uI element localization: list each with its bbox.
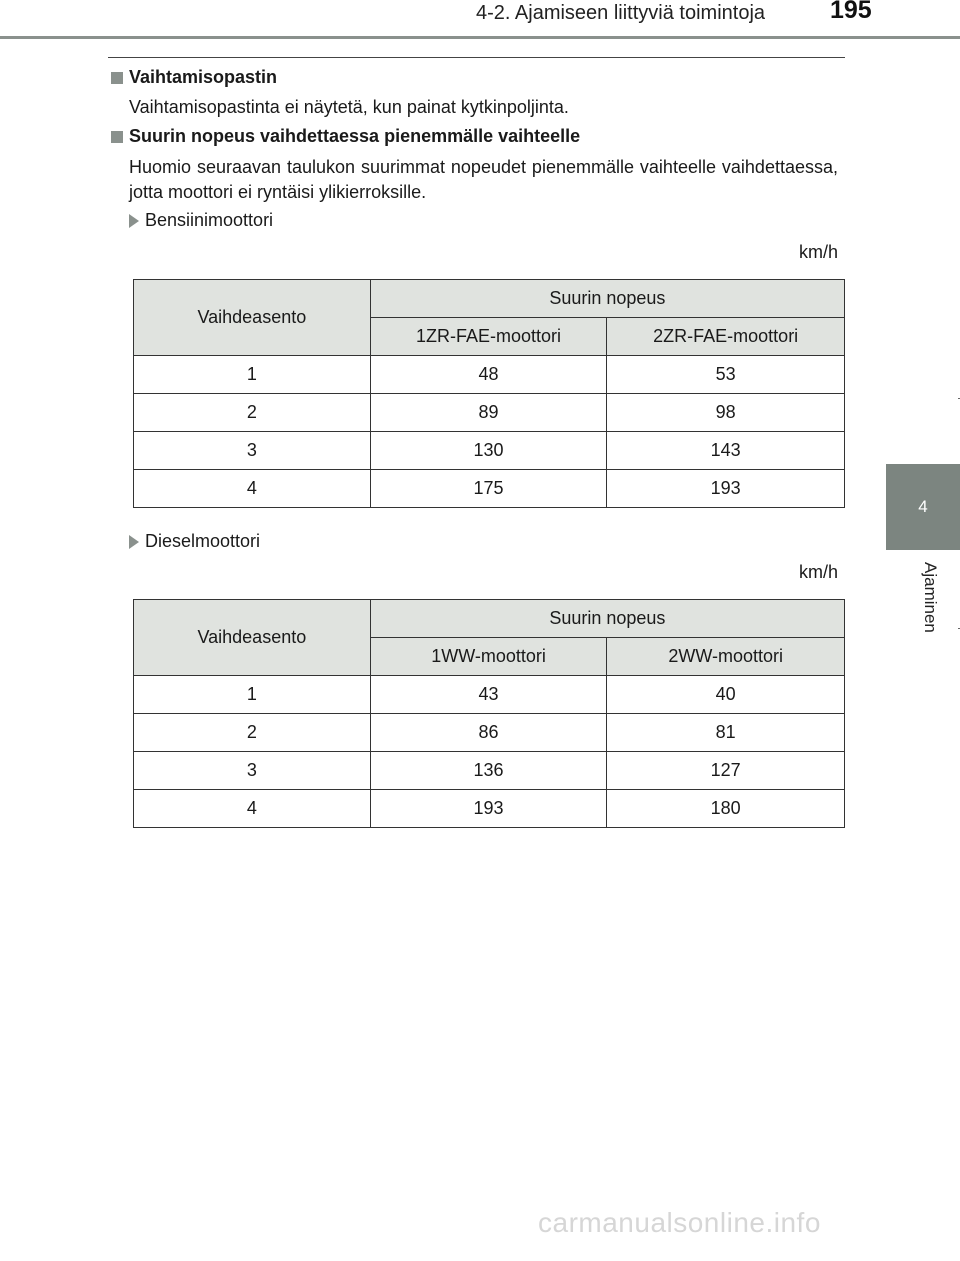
cell-speed: 175 [370,470,607,508]
heading-max-speed [111,126,580,147]
section-header: 4-2. Ajamiseen liittyviä toimintoja [476,2,766,24]
cell-speed: 81 [607,714,845,752]
cell-speed: 89 [370,394,607,432]
cell-speed: 43 [370,676,607,714]
cell-speed: 193 [370,790,607,828]
col-header-gear: Vaihdeasento [134,280,371,356]
table-row [134,752,845,790]
subheading-petrol [129,210,273,231]
body-paragraph: Vaihtamisopastinta ei näytetä, kun painat kytkinpoljinta. [129,97,569,117]
cell-speed: 86 [370,714,607,752]
cell-gear: 1 [134,676,371,714]
cell-gear: 2 [134,714,371,752]
cell-speed: 98 [607,394,845,432]
cell-speed: 53 [607,356,845,394]
unit-label: km/h [798,242,838,262]
petrol-speed-table [133,279,845,508]
col-header-engine: 1WW-moottori [370,638,607,676]
cell-speed: 40 [607,676,845,714]
table-row [134,432,845,470]
subheading-text: Dieselmoottori [145,531,261,551]
cell-speed: 143 [607,432,845,470]
table-row [134,714,845,752]
header-divider [0,36,960,39]
chapter-tab [886,464,960,550]
col-header-gear: Vaihdeasento [134,600,371,676]
cell-gear: 1 [134,356,371,394]
col-header-engine: 2ZR-FAE-moottori [607,318,845,356]
cell-gear: 3 [134,752,371,790]
table-row [134,470,845,508]
col-header-speed: Suurin nopeus [370,280,844,318]
cell-speed: 48 [370,356,607,394]
table-row [134,790,845,828]
heading-text: Vaihtamisopastin [129,67,278,87]
diesel-speed-table [133,599,845,828]
watermark: carmanualsonline.info [538,1207,821,1238]
col-header-speed: Suurin nopeus [370,600,844,638]
body-paragraph: Huomio seuraavan taulukon suurimmat nopeudet pienemmälle vaihteelle vaihdettaessa, jotta moottori ei ryntäisi ylikierroksille. [129,157,838,202]
heading-gear-shift-indicator [111,67,277,88]
subheading-text: Bensiinimoottori [145,210,274,230]
cell-speed: 127 [607,752,845,790]
cell-speed: 130 [370,432,607,470]
triangle-bullet-icon [129,214,139,228]
table-row [134,356,845,394]
page-number: 195 [830,0,872,24]
triangle-bullet-icon [129,535,139,549]
chapter-label: Ajaminen [921,562,940,633]
square-bullet-icon [111,72,123,84]
square-bullet-icon [111,131,123,143]
col-header-engine: 1ZR-FAE-moottori [370,318,607,356]
col-header-engine: 2WW-moottori [607,638,845,676]
heading-text: Suurin nopeus vaihdettaessa pienemmälle vaihteelle [129,126,581,146]
cell-speed: 180 [607,790,845,828]
cell-gear: 3 [134,432,371,470]
table-row [134,394,845,432]
cell-gear: 2 [134,394,371,432]
content-top-rule [108,57,845,58]
table-row [134,676,845,714]
cell-gear: 4 [134,790,371,828]
cell-gear: 4 [134,470,371,508]
cell-speed: 136 [370,752,607,790]
unit-label: km/h [798,562,838,582]
subheading-diesel [129,531,260,552]
chapter-number: 4 [918,497,928,516]
cell-speed: 193 [607,470,845,508]
